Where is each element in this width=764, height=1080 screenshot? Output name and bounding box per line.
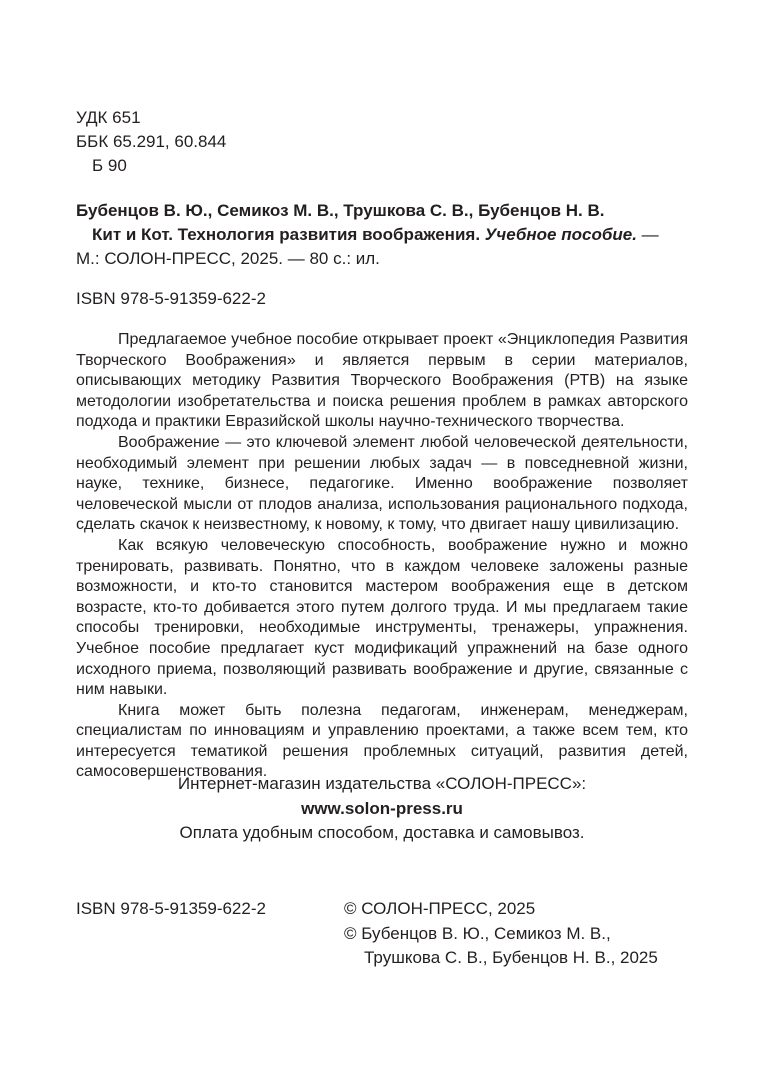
classification-block <box>76 106 226 178</box>
abstract <box>76 330 688 783</box>
copyright-authors-cont: Трушкова С. В., Бубенцов Н. В., 2025 <box>364 948 658 967</box>
imprint-line: М.: СОЛОН-ПРЕСС, 2025. — 80 с.: ил. <box>76 249 380 268</box>
shop-info <box>76 772 688 846</box>
udk-code: УДК 651 <box>76 108 141 127</box>
bbk-code: ББК 65.291, 60.844 <box>76 132 227 151</box>
shop-line: Интернет-магазин издательства «СОЛОН-ПРЕСС»: <box>177 774 587 793</box>
book-title: Кит и Кот. Технология развития воображения. <box>92 225 481 244</box>
title-dash: — <box>641 225 659 244</box>
isbn-bottom: ISBN 978-5-91359-622-2 <box>76 899 266 918</box>
bibliographic-record <box>76 199 688 271</box>
shop-url-link[interactable]: www.solon-press.ru <box>301 798 463 818</box>
shop-delivery-line: Оплата удобным способом, доставка и самовывоз. <box>179 823 585 842</box>
abstract-paragraph: Предлагаемое учебное пособие открывает проект «Энциклопедия Развития Творческого Воображения» и является первым в серии материалов, описывающих методику Развития Творческого Воображения (РТВ) на языке методологии изобретательства и поиска решения проблем в рамках авторского подхода и практики Евразийской школы научно-технического творчества. <box>76 331 688 431</box>
isbn-top: ISBN 978-5-91359-622-2 <box>76 289 266 308</box>
authors-line: Бубенцов В. Ю., Семикоз М. В., Трушкова С. В., Бубенцов Н. В. <box>76 201 605 220</box>
copyright-publisher: © СОЛОН-ПРЕСС, 2025 <box>344 899 536 918</box>
abstract-paragraph: Книга может быть полезна педагогам, инженерам, менеджерам, специалистам по инновациям и управлению проектами, а также всем тем, кто интересуется тематикой решения проблемных ситуаций, развития детей, самосовершенствования. <box>76 701 688 781</box>
abstract-paragraph: Воображение — это ключевой элемент любой человеческой деятельности, необходимый элемент при решении любых задач — в повседневной жизни, науке, технике, бизнесе, педагогике. Именно воображение позволяет человеческой мысли от плодов анализа, использования рационального подхода, сделать скачок к неизвестному, к новому, к тому, что двигает нашу цивилизацию. <box>76 433 688 534</box>
title-line <box>76 223 688 247</box>
abstract-paragraph: Как всякую человеческую способность, воображение нужно и можно тренировать, развивать. Понятно, что в каждом человеке заложены разные возможности, и кто-то становится мастером воображения еще в детском возрасте, кто-то добивается этого путем долгого труда. И мы предлагаем такие способы тренировки, необходимые инструменты, тренажеры, упражнения. Учебное пособие предлагает куст модификаций упражнений на базе одного исходного приема, позволяющий развивать воображение и другие, связанные с ним навыки. <box>76 536 688 699</box>
copyright-block <box>344 897 658 971</box>
copyright-authors: © Бубенцов В. Ю., Семикоз М. В., <box>344 923 611 943</box>
book-type: Учебное пособие. <box>484 225 637 244</box>
author-mark: Б 90 <box>92 156 127 175</box>
